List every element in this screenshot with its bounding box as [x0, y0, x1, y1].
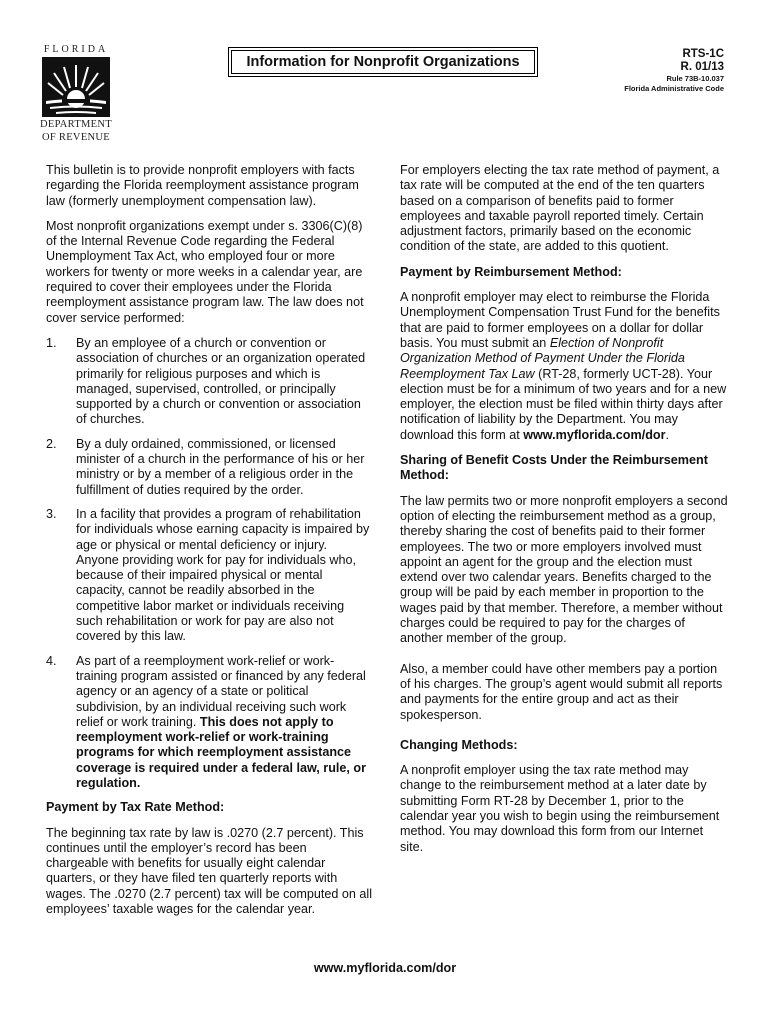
reimbursement-heading: Payment by Reimbursement Method:: [400, 264, 622, 279]
list-item-text: In a facility that provides a program of rehabilitation for individuals whose earning capacity is impaired by age or physical or mental deficiency or injury. Anyone providing work for pay for individuals who, because of their impaired physical or mental capacity, cannot be readily absorbed in the competitive labor market or individuals receiving such rehabilitation or work for pay are also not covered by this law.: [76, 506, 370, 644]
list-item-bold-text: This does not apply to reemployment work-relief or work-training programs for which reemployment assistance coverage is required under a federal law, rule, or regulation.: [76, 714, 366, 790]
florida-dor-logo: [36, 44, 116, 143]
exclusion-list: [46, 336, 372, 791]
list-item: [46, 507, 372, 645]
logo-dept-line-2: OF REVENUE: [41, 132, 111, 143]
list-item: [46, 437, 372, 498]
reimbursement-text-1: A nonprofit employer may elect to reimburse the Florida Unemployment Compensation Trust Fund for the benefits that are paid to former employees on a dollar for dollar basis. You must submit an: [400, 290, 720, 350]
form-rule: Rule 73B-10.037: [666, 74, 724, 83]
list-item-text: By an employee of a church or convention or association of churches or an organization operated primarily for religious purposes and which is managed, supervised, controlled, or principally supported by a church or convention or association of churches.: [76, 335, 366, 427]
form-code: RTS-1C: [682, 48, 724, 60]
sunburst-logo-icon: [42, 57, 110, 117]
list-item: [46, 654, 372, 792]
logo-dept-line-1: DEPARTMENT: [40, 119, 112, 130]
exempt-paragraph: Most nonprofit organizations exempt under s. 3306(C)(8) of the Internal Revenue Code regarding the Federal Unemployment Tax Act, who employed four or more workers for twenty or more weeks in a calendar year, are required to cover their employees under the Florida reemployment assistance program law. The law does not cover service performed:: [46, 218, 364, 325]
reimbursement-text-end: .: [665, 427, 669, 442]
list-item-text: By a duly ordained, commissioned, or licensed minister of a church in the performance of his or her ministry or by a member of a religious order in the fulfillment of duties required by the order.: [76, 436, 365, 497]
intro-paragraph: This bulletin is to provide nonprofit employers with facts regarding the Florida reemployment assistance program law (formerly unemployment compensation law).: [46, 163, 359, 208]
form-admin-code: Florida Administrative Code: [624, 84, 724, 93]
logo-state-name: FLORIDA: [43, 44, 109, 55]
right-column: [400, 163, 728, 865]
left-column: [46, 163, 372, 927]
form-revision: R. 01/13: [680, 61, 724, 73]
list-item: [46, 336, 372, 428]
list-item-text: As part of a reemployment work-relief or work-training program assisted or financed by any federal agency or an agency of a state or political subdivision, by an individual receiving such work relief or work training.: [76, 653, 366, 729]
list-item-number: 4.: [46, 653, 57, 668]
page-title: Information for Nonprofit Organizations: [231, 50, 535, 74]
sharing-paragraph-2: Also, a member could have other members pay a portion of his charges. The group’s agent would submit all reports and payments for the entire group and act as their spokesperson.: [400, 661, 723, 722]
list-item-number: 1.: [46, 335, 57, 350]
sharing-paragraph-1: The law permits two or more nonprofit employers a second option of electing the reimbursement method as a group, thereby sharing the cost of benefits paid to their former employees. The two or more employers involved must appoint an agent for the group and the election must extend over two calendar years. Benefits charged to the group will be paid by each member in proportion to the wages paid by that member. Therefore, a member without charges could be required to pay for the charges of another member of the group.: [400, 493, 728, 646]
changing-methods-paragraph: A nonprofit employer using the tax rate method may change to the reimbursement method at a later date by submitting Form RT-28 by December 1, prior to the calendar year you wish to begin using the reimbursement method. You may download this form from our Internet site.: [400, 763, 720, 854]
title-box: [228, 47, 538, 77]
sharing-heading: Sharing of Benefit Costs Under the Reimbursement Method:: [400, 453, 708, 483]
reimbursement-paragraph: [400, 290, 728, 443]
list-item-number: 3.: [46, 506, 57, 521]
election-form-title: Election of Nonprofit Organization Method of Payment Under the Florida Reemployment Tax Law: [400, 335, 685, 381]
reimbursement-text-2: (RT-28, formerly UCT-28). Your election must be for a minimum of two years and for a new employer, the election must be filed within thirty days after notification of liability by the Department. You may download this form at: [400, 366, 727, 442]
tax-rate-paragraph: The beginning tax rate by law is .0270 (2.7 percent). This continues until the employer’s record has been chargeable with benefits for usually eight calendar quarters, or they have filed ten quarterly reports with wages. The .0270 (2.7 percent) tax will be computed on all employees’ taxable wages for the calendar year.: [46, 825, 372, 917]
form-identifier: [624, 48, 724, 94]
tax-rate-continued-paragraph: For employers electing the tax rate method of payment, a tax rate will be computed at the end of the ten quarters based on a comparison of benefits paid to former employees and taxable payroll reported timely. Certain adjustment factors, primarily based on the economic condition of the state, are added to this quotient.: [400, 163, 720, 254]
list-item-number: 2.: [46, 436, 57, 451]
dor-website-link[interactable]: www.myflorida.com/dor: [523, 427, 666, 442]
footer-url[interactable]: www.myflorida.com/dor: [313, 961, 457, 975]
tax-rate-heading: Payment by Tax Rate Method:: [46, 800, 225, 815]
changing-methods-heading: Changing Methods:: [400, 737, 518, 752]
